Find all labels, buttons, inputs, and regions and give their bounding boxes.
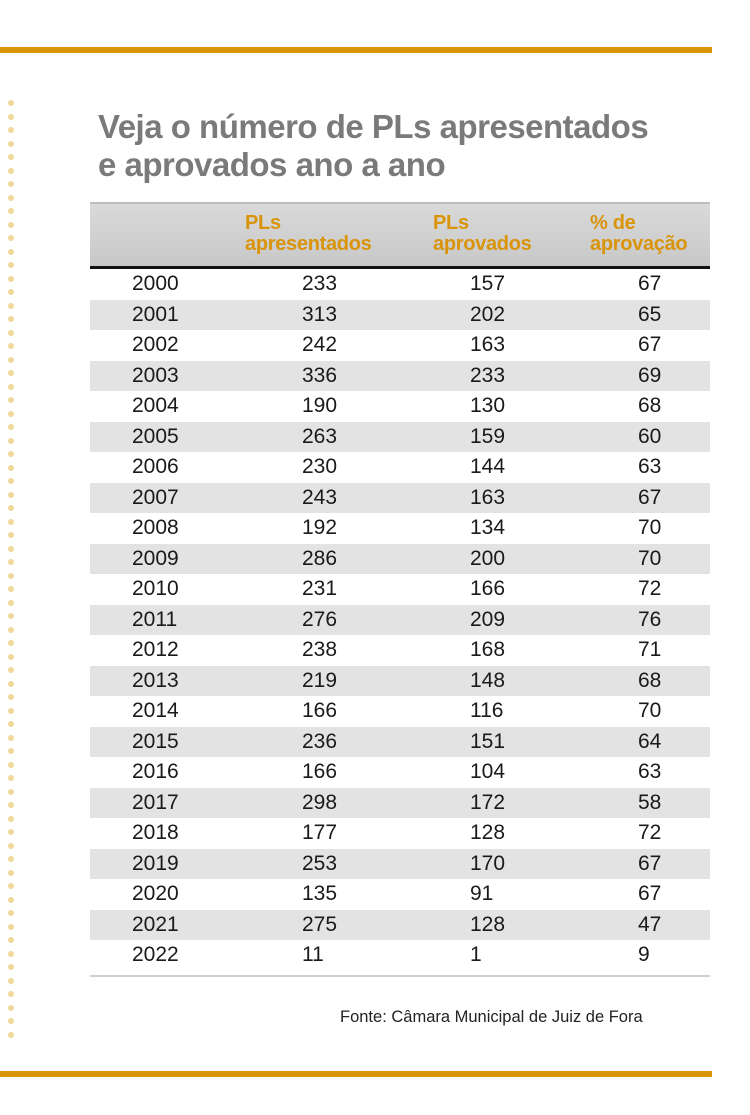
table-row	[90, 696, 710, 727]
border-dot	[8, 289, 14, 295]
cell-apresentados: 231	[302, 577, 338, 600]
table-row	[90, 330, 710, 361]
cell-percent: 72	[638, 577, 662, 600]
data-table	[90, 202, 710, 977]
header-percent-line1: % de	[590, 212, 636, 234]
border-dot	[8, 141, 14, 147]
border-dot	[8, 411, 14, 417]
border-dot	[8, 343, 14, 349]
table-row	[90, 361, 710, 392]
cell-percent: 64	[638, 729, 662, 753]
cell-percent: 67	[638, 851, 662, 875]
cell-percent: 67	[638, 882, 662, 905]
border-dot	[8, 127, 14, 133]
border-dot	[8, 856, 14, 862]
table-row	[90, 452, 710, 483]
cell-percent: 63	[638, 760, 662, 783]
cell-percent: 70	[638, 516, 662, 539]
table-row	[90, 605, 710, 636]
border-dot	[8, 748, 14, 754]
cell-percent: 68	[638, 668, 662, 692]
cell-percent: 60	[638, 424, 662, 448]
border-dot	[8, 775, 14, 781]
cell-apresentados: 166	[302, 760, 338, 783]
cell-apresentados: 219	[302, 668, 338, 692]
border-dot	[8, 208, 14, 214]
cell-apresentados: 238	[302, 638, 338, 661]
cell-apresentados: 135	[302, 882, 338, 905]
title-line-2: e aprovados ano a ano	[98, 146, 446, 183]
cell-year: 2010	[132, 577, 179, 600]
cell-year: 2020	[132, 882, 179, 905]
cell-percent: 58	[638, 790, 662, 814]
table-row	[90, 818, 710, 849]
cell-apresentados: 298	[302, 790, 338, 814]
border-dot	[8, 559, 14, 565]
cell-aprovados: 168	[470, 638, 506, 661]
cell-year: 2007	[132, 485, 179, 509]
border-dot	[8, 924, 14, 930]
border-dot	[8, 478, 14, 484]
cell-year: 2022	[132, 943, 179, 966]
cell-aprovados: 116	[470, 699, 504, 722]
border-dot	[8, 870, 14, 876]
cell-year: 2000	[132, 272, 179, 295]
cell-aprovados: 128	[470, 912, 506, 936]
header-apresentados	[245, 213, 371, 255]
cell-apresentados: 275	[302, 912, 338, 936]
cell-apresentados: 243	[302, 485, 338, 509]
cell-apresentados: 11	[302, 943, 324, 966]
border-dot	[8, 829, 14, 835]
border-dot	[8, 600, 14, 606]
border-dot	[8, 397, 14, 403]
border-dot	[8, 519, 14, 525]
top-accent-bar	[0, 47, 712, 53]
border-dot	[8, 694, 14, 700]
cell-year: 2021	[132, 912, 179, 936]
cell-aprovados: 163	[470, 485, 506, 509]
border-dot	[8, 316, 14, 322]
border-dot	[8, 181, 14, 187]
border-dot	[8, 100, 14, 106]
border-dot	[8, 276, 14, 282]
border-dot	[8, 640, 14, 646]
table-row	[90, 849, 710, 880]
cell-year: 2004	[132, 394, 179, 417]
cell-apresentados: 233	[302, 272, 338, 295]
table-bottom-rule	[90, 971, 710, 977]
border-dot	[8, 964, 14, 970]
cell-aprovados: 209	[470, 607, 506, 631]
cell-apresentados: 336	[302, 363, 338, 387]
border-dot	[8, 465, 14, 471]
border-dot	[8, 978, 14, 984]
cell-percent: 68	[638, 394, 662, 417]
table-body	[90, 269, 710, 971]
border-dot	[8, 262, 14, 268]
cell-aprovados: 144	[470, 455, 506, 478]
table-row	[90, 879, 710, 910]
cell-aprovados: 130	[470, 394, 506, 417]
cell-aprovados: 202	[470, 302, 506, 326]
cell-percent: 63	[638, 455, 662, 478]
table-row	[90, 727, 710, 758]
cell-apresentados: 242	[302, 333, 338, 356]
border-dot	[8, 762, 14, 768]
border-dot	[8, 1018, 14, 1024]
header-aprovados-line2: aprovados	[433, 233, 532, 255]
cell-percent: 67	[638, 333, 662, 356]
cell-year: 2013	[132, 668, 179, 692]
cell-aprovados: 163	[470, 333, 506, 356]
border-dot	[8, 721, 14, 727]
border-dot	[8, 1005, 14, 1011]
border-dot	[8, 222, 14, 228]
table-row	[90, 757, 710, 788]
header-percent	[590, 213, 687, 255]
border-dot	[8, 613, 14, 619]
title-line-1: Veja o número de PLs apresentados	[98, 108, 649, 145]
cell-percent: 76	[638, 607, 662, 631]
cell-year: 2009	[132, 546, 179, 570]
border-dot	[8, 654, 14, 660]
cell-apresentados: 313	[302, 302, 338, 326]
table-row	[90, 513, 710, 544]
border-dot	[8, 816, 14, 822]
border-dot	[8, 249, 14, 255]
border-dot	[8, 573, 14, 579]
cell-apresentados: 253	[302, 851, 338, 875]
cell-year: 2003	[132, 363, 179, 387]
table-header	[90, 202, 710, 269]
table-row	[90, 910, 710, 941]
border-dot	[8, 492, 14, 498]
cell-aprovados: 134	[470, 516, 506, 539]
border-dot	[8, 843, 14, 849]
border-dot	[8, 910, 14, 916]
cell-year: 2002	[132, 333, 179, 356]
cell-year: 2008	[132, 516, 179, 539]
border-dot	[8, 168, 14, 174]
cell-year: 2019	[132, 851, 179, 875]
cell-year: 2017	[132, 790, 179, 814]
table-row	[90, 788, 710, 819]
table-row	[90, 574, 710, 605]
table-row	[90, 635, 710, 666]
cell-aprovados: 233	[470, 363, 506, 387]
cell-year: 2015	[132, 729, 179, 753]
cell-aprovados: 151	[470, 729, 506, 753]
page-title	[98, 108, 718, 184]
border-dot	[8, 451, 14, 457]
cell-apresentados: 236	[302, 729, 338, 753]
cell-apresentados: 286	[302, 546, 338, 570]
cell-year: 2014	[132, 699, 179, 722]
cell-year: 2006	[132, 455, 179, 478]
header-apresentados-line1: PLs	[245, 212, 281, 234]
border-dot	[8, 330, 14, 336]
border-dot	[8, 991, 14, 997]
cell-apresentados: 276	[302, 607, 338, 631]
border-dot	[8, 735, 14, 741]
border-dot	[8, 883, 14, 889]
cell-percent: 69	[638, 363, 662, 387]
cell-year: 2018	[132, 821, 179, 844]
table-row	[90, 544, 710, 575]
cell-aprovados: 1	[470, 943, 482, 966]
cell-aprovados: 128	[470, 821, 506, 844]
table-row	[90, 269, 710, 300]
cell-year: 2005	[132, 424, 179, 448]
cell-year: 2011	[132, 607, 178, 631]
cell-percent: 9	[638, 943, 650, 966]
border-dot	[8, 195, 14, 201]
border-dot	[8, 708, 14, 714]
cell-percent: 72	[638, 821, 662, 844]
header-aprovados-line1: PLs	[433, 212, 469, 234]
cell-percent: 65	[638, 302, 662, 326]
cell-year: 2012	[132, 638, 179, 661]
border-dot	[8, 114, 14, 120]
border-dot	[8, 357, 14, 363]
cell-aprovados: 166	[470, 577, 506, 600]
cell-aprovados: 104	[470, 760, 506, 783]
table-row	[90, 483, 710, 514]
border-dot	[8, 627, 14, 633]
border-dot	[8, 370, 14, 376]
cell-aprovados: 159	[470, 424, 506, 448]
border-dot	[8, 937, 14, 943]
cell-aprovados: 91	[470, 882, 494, 905]
border-dot	[8, 586, 14, 592]
border-dot	[8, 897, 14, 903]
cell-apresentados: 166	[302, 699, 338, 722]
border-dot	[8, 667, 14, 673]
header-aprovados	[433, 213, 531, 255]
cell-year: 2016	[132, 760, 179, 783]
cell-aprovados: 148	[470, 668, 506, 692]
border-dot	[8, 505, 14, 511]
dotted-side-border	[8, 100, 18, 1050]
cell-percent: 70	[638, 699, 662, 722]
cell-percent: 71	[638, 638, 662, 661]
cell-percent: 67	[638, 272, 662, 295]
source-note: Fonte: Câmara Municipal de Juiz de Fora	[340, 1008, 643, 1026]
border-dot	[8, 303, 14, 309]
border-dot	[8, 546, 14, 552]
cell-apresentados: 177	[302, 821, 338, 844]
border-dot	[8, 438, 14, 444]
cell-aprovados: 200	[470, 546, 506, 570]
border-dot	[8, 789, 14, 795]
cell-year: 2001	[132, 302, 179, 326]
cell-percent: 70	[638, 546, 662, 570]
border-dot	[8, 424, 14, 430]
table-row	[90, 666, 710, 697]
cell-aprovados: 157	[470, 272, 506, 295]
cell-apresentados: 190	[302, 394, 338, 417]
cell-percent: 67	[638, 485, 662, 509]
header-percent-line2: aprovação	[590, 233, 688, 255]
cell-aprovados: 172	[470, 790, 506, 814]
border-dot	[8, 235, 14, 241]
cell-percent: 47	[638, 912, 662, 936]
cell-apresentados: 263	[302, 424, 338, 448]
table-row	[90, 391, 710, 422]
border-dot	[8, 384, 14, 390]
cell-apresentados: 230	[302, 455, 338, 478]
table-row	[90, 422, 710, 453]
table-row	[90, 940, 710, 971]
bottom-accent-bar	[0, 1071, 712, 1077]
border-dot	[8, 951, 14, 957]
border-dot	[8, 1032, 14, 1038]
cell-apresentados: 192	[302, 516, 338, 539]
border-dot	[8, 681, 14, 687]
border-dot	[8, 154, 14, 160]
border-dot	[8, 802, 14, 808]
table-row	[90, 300, 710, 331]
border-dot	[8, 532, 14, 538]
cell-aprovados: 170	[470, 851, 506, 875]
header-apresentados-line2: apresentados	[245, 233, 372, 255]
